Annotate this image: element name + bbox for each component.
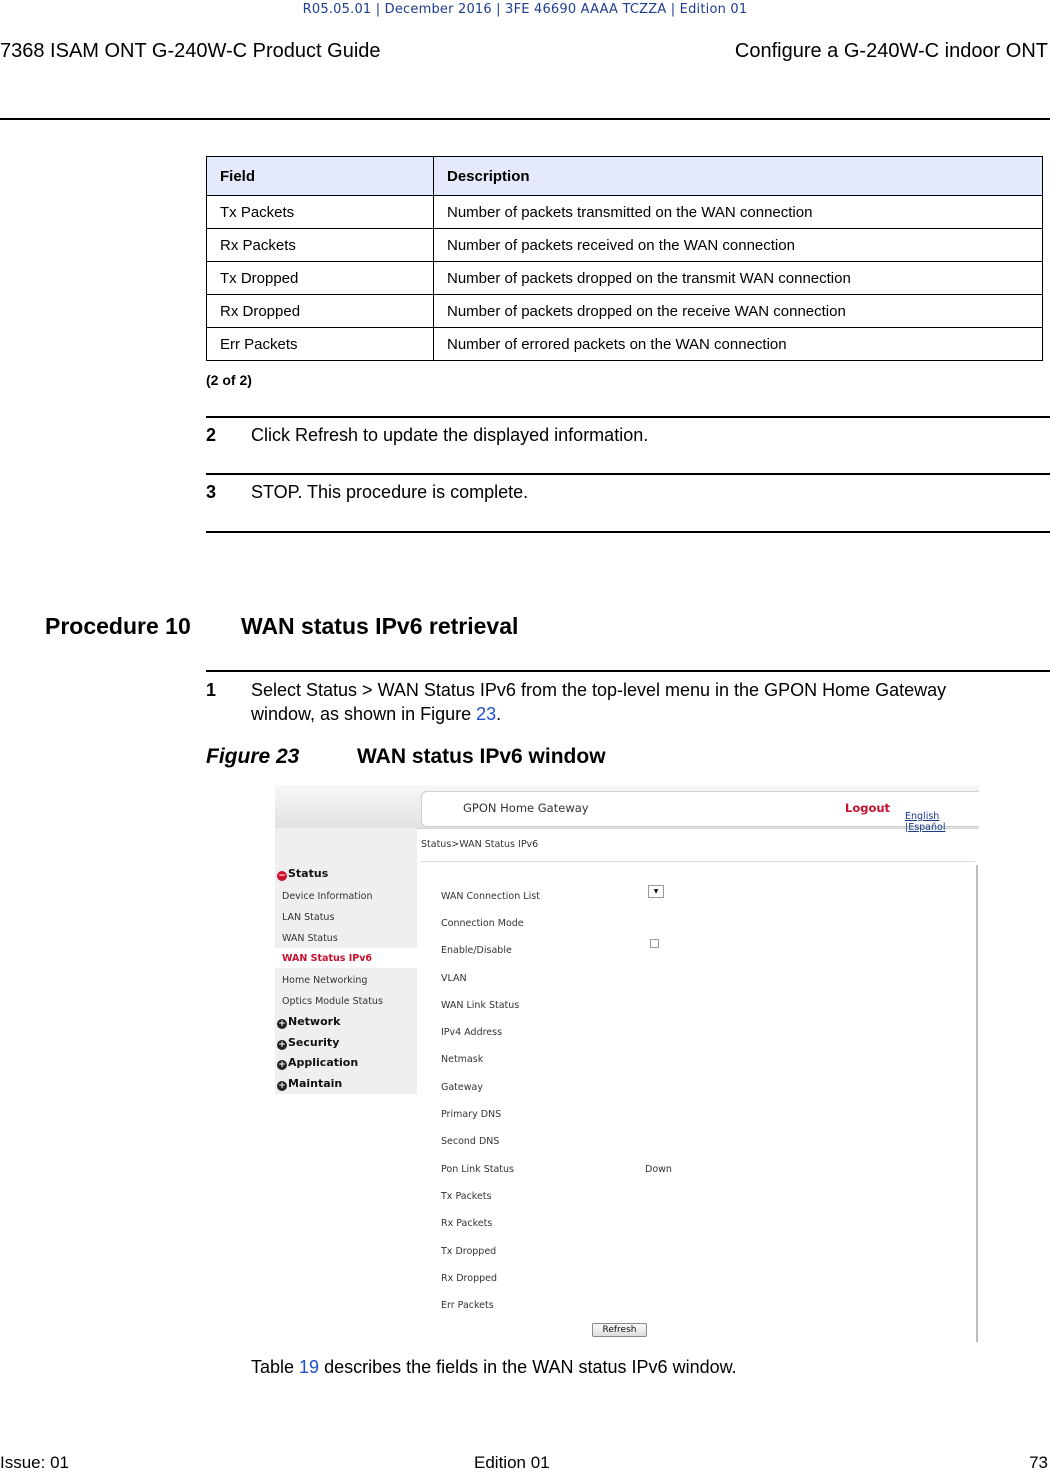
nav-item-wan-status-ipv6-label: WAN Status IPv6: [282, 953, 373, 964]
enable-disable-checkbox[interactable]: [650, 939, 659, 948]
pon-link-status-value: Down: [645, 1164, 672, 1175]
collapse-icon: −: [278, 871, 286, 881]
nav-group-maintain-label: Maintain: [288, 1077, 343, 1090]
header-guide-title: 7368 ISAM ONT G-240W-C Product Guide: [0, 40, 381, 62]
table-cell-description: Number of packets transmitted on the WAN connection: [434, 196, 1043, 229]
nav-group-network-label: Network: [288, 1015, 341, 1028]
table-header-row: [207, 157, 1043, 196]
expand-icon: +: [278, 1040, 286, 1050]
procedure-title: WAN status IPv6 retrieval: [241, 613, 519, 639]
step-text-line-1: Select Status > WAN Status IPv6 from the top-level menu in the GPON Home Gateway: [251, 680, 947, 700]
table-reference-link[interactable]: 19: [299, 1357, 320, 1377]
breadcrumb-divider: [421, 861, 975, 862]
step-text: [251, 678, 1041, 726]
refresh-button[interactable]: Refresh: [592, 1323, 647, 1337]
expand-icon: +: [278, 1060, 286, 1070]
field-label: Connection Mode: [441, 918, 524, 929]
nav-item-wan-status-ipv6[interactable]: [275, 948, 417, 968]
nav-group-maintain[interactable]: [277, 1077, 342, 1091]
step-text: STOP. This procedure is complete.: [251, 482, 529, 502]
step-rule: [206, 416, 1050, 418]
table-header-description: Description: [434, 157, 1043, 196]
nav-item-wan-status[interactable]: WAN Status: [282, 933, 338, 944]
table-header-field: Field: [207, 157, 434, 196]
nav-group-security[interactable]: [277, 1036, 339, 1050]
nav-group-application[interactable]: [277, 1056, 358, 1070]
figure-label: Figure 23: [206, 745, 300, 768]
nav-item-device-information[interactable]: Device Information: [282, 891, 373, 902]
field-label: Tx Dropped: [441, 1246, 497, 1257]
field-label: Second DNS: [441, 1136, 500, 1147]
header-section-title: Configure a G-240W-C indoor ONT: [734, 40, 1048, 62]
step-number: 2: [206, 425, 217, 445]
expand-icon: +: [278, 1081, 286, 1091]
field-label: Rx Dropped: [441, 1273, 498, 1284]
gateway-title: GPON Home Gateway: [463, 801, 589, 815]
field-label: WAN Connection List: [441, 891, 540, 902]
step-text-line-2: window, as shown in Figure: [251, 704, 477, 724]
step-number: 1: [206, 680, 217, 700]
nav-item-optics-module-status[interactable]: Optics Module Status: [282, 996, 383, 1007]
table-cell-field: Rx Packets: [207, 229, 434, 262]
field-label: Err Packets: [441, 1300, 494, 1311]
nav-group-network[interactable]: [277, 1015, 340, 1029]
footer-edition: Edition 01: [474, 1453, 550, 1472]
table-cell-description: Number of packets dropped on the transmit WAN connection: [434, 262, 1043, 295]
nav-group-status-label: Status: [288, 867, 329, 880]
expand-icon: +: [278, 1019, 286, 1029]
footer-issue: Issue: 01: [0, 1453, 69, 1472]
table-row: [207, 328, 1043, 361]
table-reference-suffix: describes the fields in the WAN status IPv6 window.: [319, 1357, 737, 1377]
document-banner: R05.05.01 | December 2016 | 3FE 46690 AAAA TCZZA | Edition 01: [302, 2, 748, 17]
language-links[interactable]: English |Español: [905, 811, 946, 833]
nav-item-home-networking[interactable]: Home Networking: [282, 975, 368, 986]
field-label: Tx Packets: [441, 1191, 492, 1202]
table-reference-sentence: [251, 1355, 737, 1379]
table-cell-field: Err Packets: [207, 328, 434, 361]
table-row: [207, 196, 1043, 229]
header-rule: [0, 118, 1050, 120]
table-row: [207, 262, 1043, 295]
step-rule: [206, 670, 1050, 672]
field-label: Rx Packets: [441, 1218, 493, 1229]
step-number: 3: [206, 482, 217, 502]
figure-title: WAN status IPv6 window: [357, 745, 606, 768]
field-label: Netmask: [441, 1054, 484, 1065]
breadcrumb: Status>WAN Status IPv6: [421, 839, 539, 850]
field-label: VLAN: [441, 973, 467, 984]
vertical-scrollbar[interactable]: [976, 865, 978, 1342]
step-rule: [206, 473, 1050, 475]
logout-link[interactable]: Logout: [845, 801, 891, 815]
field-description-table: [206, 156, 1043, 361]
table-reference-prefix: Table: [251, 1357, 300, 1377]
table-cell-description: Number of packets received on the WAN connection: [434, 229, 1043, 262]
table-continuation-note: (2 of 2): [206, 372, 252, 388]
field-label: Enable/Disable: [441, 945, 512, 956]
nav-item-lan-status[interactable]: LAN Status: [282, 912, 335, 923]
table-row: [207, 229, 1043, 262]
table-cell-description: Number of errored packets on the WAN connection: [434, 328, 1043, 361]
step-text-period: .: [496, 704, 502, 724]
field-label: WAN Link Status: [441, 1000, 520, 1011]
step-text: Click Refresh to update the displayed information.: [251, 425, 649, 445]
nav-group-application-label: Application: [288, 1056, 359, 1069]
table-cell-field: Rx Dropped: [207, 295, 434, 328]
field-label: IPv4 Address: [441, 1027, 503, 1038]
table-cell-field: Tx Packets: [207, 196, 434, 229]
field-label: Pon Link Status: [441, 1164, 514, 1175]
step-rule: [206, 531, 1050, 533]
wan-connection-list-select[interactable]: ▼: [648, 885, 664, 898]
field-label: Primary DNS: [441, 1109, 502, 1120]
wan-status-ipv6-screenshot: [275, 785, 979, 1342]
procedure-label: Procedure 10: [45, 613, 191, 639]
nav-group-status[interactable]: [277, 867, 328, 881]
field-label: Gateway: [441, 1082, 483, 1093]
table-row: [207, 295, 1043, 328]
table-cell-description: Number of packets dropped on the receive WAN connection: [434, 295, 1043, 328]
nav-group-security-label: Security: [288, 1036, 340, 1049]
figure-reference-link[interactable]: 23: [476, 704, 497, 724]
footer-page-number: 73: [1029, 1453, 1048, 1472]
table-cell-field: Tx Dropped: [207, 262, 434, 295]
